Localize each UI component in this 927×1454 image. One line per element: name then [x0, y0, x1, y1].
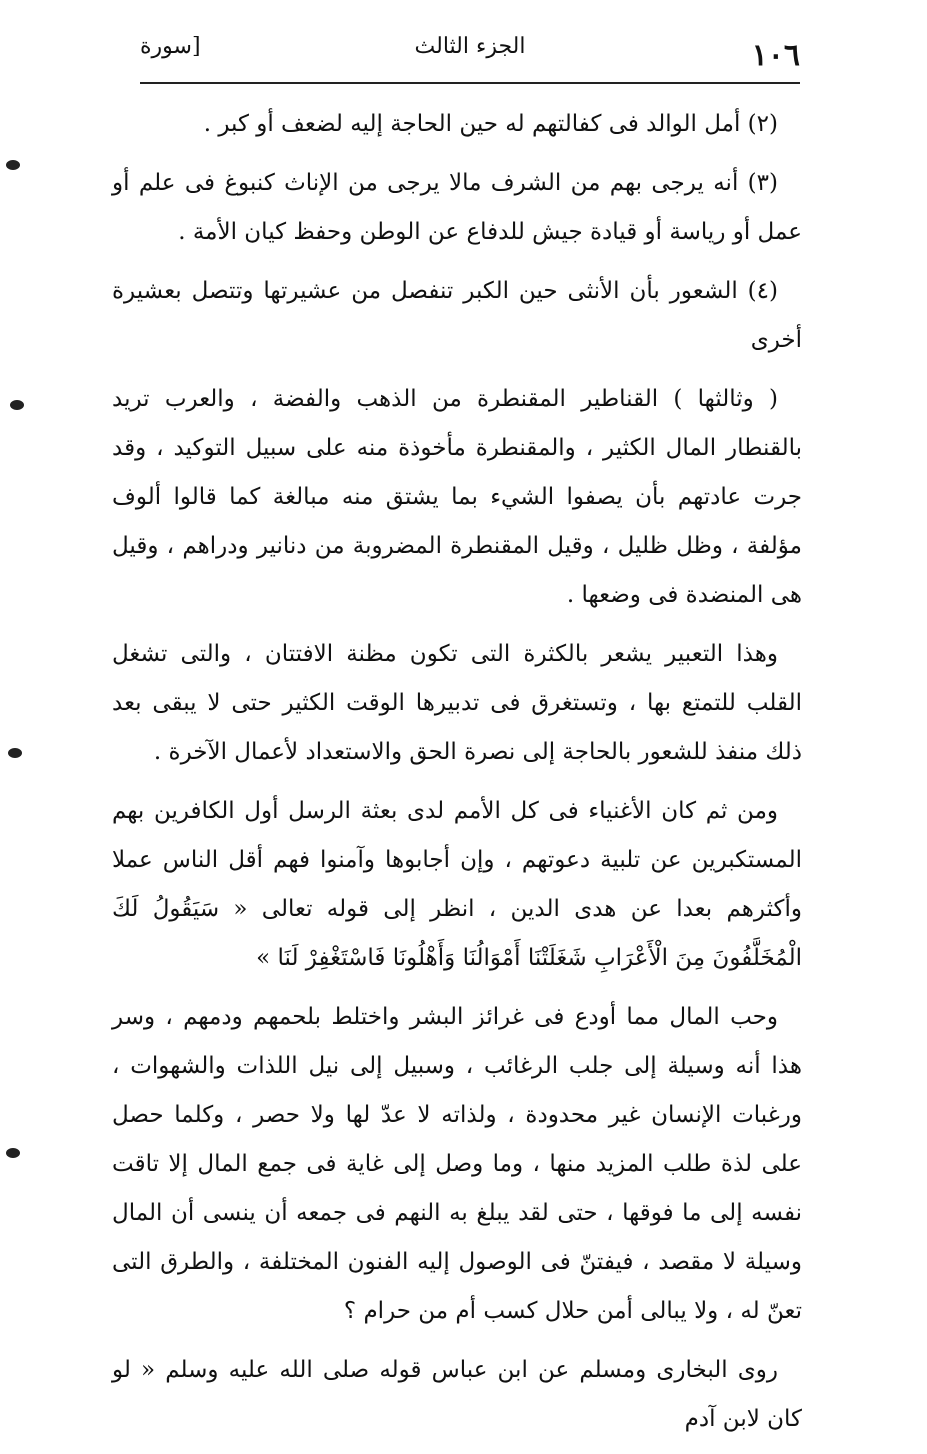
- paragraph-love-of-wealth: وحب المال مما أودع فى غرائز البشر واختلط بلحمهم ودمهم ، وسر هذا أنه وسيلة إلى جلب الرغائب ، وسبيل إلى نيل اللذات والشهوات ، ورغبات الإنسان غير محدودة ، ولذاته لا عدّ لها ولا حصر ، وكلما حصل على لذة طلب المزيد منها ، وما وصل إلى غاية فى جمع المال إلا تاقت نفسه إلى ما فوقها ، حتى لقد يبلغ به النهم فى جمعه أن ينسى أن المال وسيلة لا مقصد ، فيفتنّ فى الوصول إليه الفنون المختلفة ، والطرق التى تعنّ له ، ولا يبالى أمن حلال كسب أم من حرام ؟: [112, 1004, 802, 1324]
- body-text: [112, 100, 802, 1454]
- part-title: الجزء الثالث: [414, 34, 526, 59]
- page-number: ١٠٦: [751, 38, 800, 73]
- paragraph-expression: وهذا التعبير يشعر بالكثرة التى تكون مظنة الافتتان ، والتى تشغل القلب للتمتع بها ، وتستغرق فى تدبيرها الوقت الكثير حتى لا يبقى بعد ذلك منفذ للشعور بالحاجة إلى نصرة الحق والاستعداد لأعمال الآخرة .: [112, 641, 802, 765]
- paragraph-third: ( وثالثها ) القناطير المقنطرة من الذهب والفضة ، والعرب تريد بالقنطار المال الكثير ، والمقنطرة مأخوذة منه على سبيل التوكيد ، وقد جرت عادتهم بأن يصفوا الشيء بما يشتق منه مبالغة كما قالوا ألوف مؤلفة ، وظل ظليل ، وقيل المقنطرة المضروبة من دنانير ودراهم ، وقيل هى المنضدة فى وضعها .: [112, 386, 802, 608]
- scan-speck: [8, 748, 22, 758]
- paragraph-item-2: (٢) أمل الوالد فى كفالتهم له حين الحاجة إليه لضعف أو كبر .: [203, 111, 778, 137]
- paragraph-item-4: (٤) الشعور بأن الأنثى حين الكبر تنفصل من عشيرتها وتتصل بعشيرة أخرى: [112, 278, 802, 353]
- paragraph-wealthy: ومن ثم كان الأغنياء فى كل الأمم لدى بعثة الرسل أول الكافرين بهم المستكبرين عن تلبية دعوتهم ، وإن أجابوها وآمنوا فهم أقل الناس عملا وأكثرهم بعدا عن هدى الدين ، انظر إلى قوله تعالى « سَيَقُولُ لَكَ الْمُخَلَّفُونَ مِنَ الْأَعْرَابِ شَغَلَتْنَا أَمْوَالُنَا وَأَهْلُونَا فَاسْتَغْفِرْ لَنَا »: [112, 798, 802, 971]
- scan-speck: [10, 400, 24, 410]
- surah-label: [سورة: [140, 34, 201, 59]
- paragraph-item-3: (٣) أنه يرجى بهم من الشرف مالا يرجى من الإناث كنبوغ فى علم أو عمل أو رياسة أو قيادة جيش للدفاع عن الوطن وحفظ كيان الأمة .: [112, 170, 802, 245]
- paragraph-hadith: روى البخارى ومسلم عن ابن عباس قوله صلى الله عليه وسلم « لو كان لابن آدم: [112, 1357, 802, 1432]
- header-rule: [140, 82, 800, 84]
- scan-speck: [6, 1148, 20, 1158]
- page-header: [140, 24, 800, 84]
- scan-speck: [6, 160, 20, 170]
